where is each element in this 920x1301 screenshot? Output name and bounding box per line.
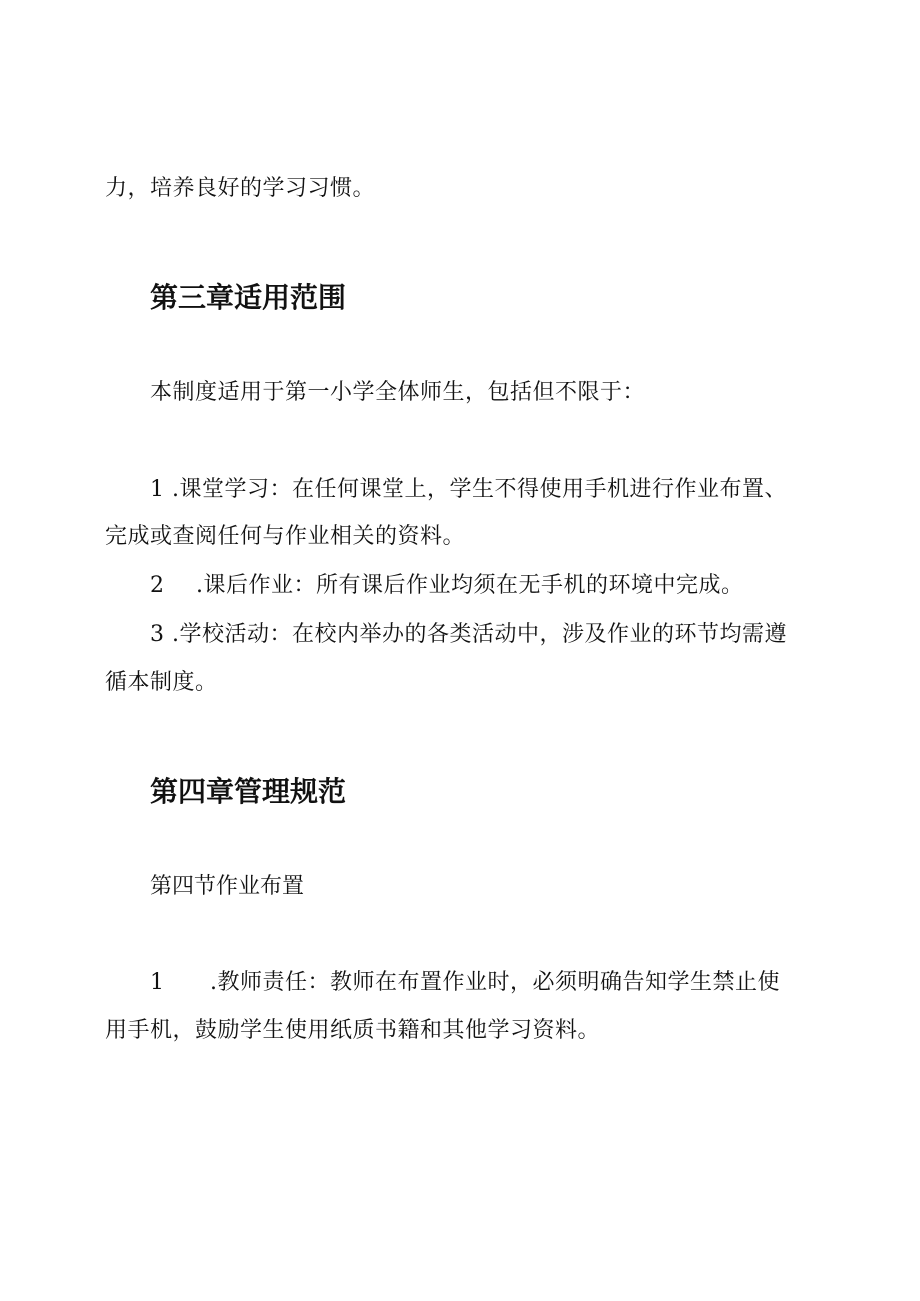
chapter4-section-title: 第四节作业布置 bbox=[150, 874, 305, 899]
chapter3-item2-text: .课后作业：所有课后作业均须在无手机的环境中完成。 bbox=[196, 573, 744, 598]
chapter4-item1-number: 1 bbox=[150, 970, 165, 995]
chapter3-item1 bbox=[150, 475, 787, 505]
chapter3-item1-continuation: 完成或查阅任何与作业相关的资料。 bbox=[105, 524, 466, 549]
chapter3-item1-text: .课堂学习：在任何课堂上，学生不得使用手机进行作业布置、 bbox=[172, 477, 787, 502]
chapter4-item1-text: .教师责任：教师在布置作业时，必须明确告知学生禁止使 bbox=[210, 970, 780, 995]
chapter3-intro: 本制度适用于第一小学全体师生，包括但不限于： bbox=[150, 380, 646, 405]
chapter3-item1-number: 1 bbox=[150, 477, 165, 502]
chapter3-item2 bbox=[150, 571, 744, 601]
chapter4-item1 bbox=[150, 968, 780, 998]
chapter3-item3 bbox=[150, 620, 787, 650]
chapter3-item2-number: 2 bbox=[150, 573, 165, 598]
chapter4-title: 第四章管理规范 bbox=[150, 775, 347, 808]
chapter4-item1-continuation: 用手机，鼓励学生使用纸质书籍和其他学习资料。 bbox=[105, 1018, 601, 1043]
chapter3-title: 第三章适用范围 bbox=[150, 281, 347, 314]
intro-tail-line: 力，培养良好的学习习惯。 bbox=[105, 176, 376, 201]
chapter3-item3-number: 3 bbox=[150, 622, 165, 647]
chapter3-item3-continuation: 循本制度。 bbox=[105, 670, 218, 695]
chapter3-item3-text: .学校活动：在校内举办的各类活动中，涉及作业的环节均需遵 bbox=[172, 622, 787, 647]
